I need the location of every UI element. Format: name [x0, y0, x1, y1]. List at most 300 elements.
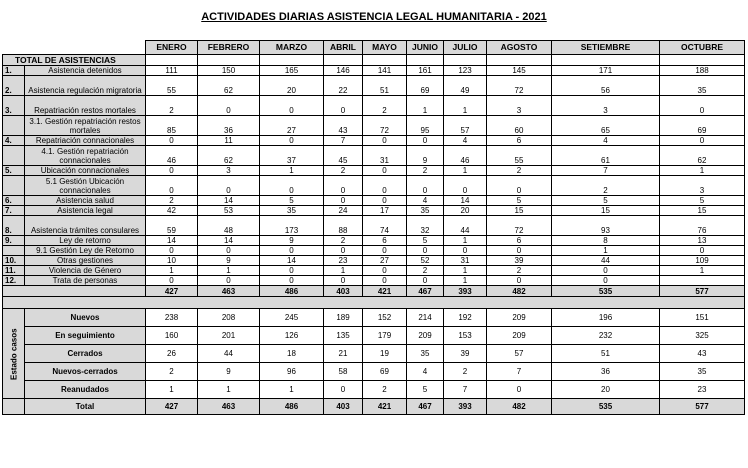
value-cell: 214 [407, 309, 444, 327]
value-cell: 0 [552, 276, 660, 286]
row-index [3, 246, 25, 256]
value-cell: 6 [487, 236, 552, 246]
value-cell: 55 [487, 146, 552, 166]
value-cell: 109 [660, 256, 745, 266]
value-cell: 1 [444, 96, 487, 116]
value-cell: 62 [198, 76, 260, 96]
empty-cell [324, 55, 363, 66]
total-cell: 393 [444, 286, 487, 297]
value-cell: 4 [407, 363, 444, 381]
value-cell: 0 [444, 176, 487, 196]
value-cell: 0 [363, 196, 407, 206]
empty-cell [198, 55, 260, 66]
value-cell: 62 [198, 146, 260, 166]
value-cell: 22 [324, 76, 363, 96]
value-cell: 0 [487, 276, 552, 286]
value-cell: 1 [260, 381, 324, 399]
value-cell: 3 [552, 96, 660, 116]
value-cell: 0 [487, 381, 552, 399]
estado-label: Cerrados [25, 345, 146, 363]
value-cell: 26 [146, 345, 198, 363]
value-cell: 6 [363, 236, 407, 246]
value-cell: 20 [260, 76, 324, 96]
value-cell: 55 [146, 76, 198, 96]
value-cell: 20 [444, 206, 487, 216]
value-cell: 0 [260, 266, 324, 276]
row-index: 12. [3, 276, 25, 286]
value-cell: 19 [363, 345, 407, 363]
value-cell: 69 [407, 76, 444, 96]
value-cell: 69 [363, 363, 407, 381]
value-cell: 5 [660, 196, 745, 206]
value-cell: 173 [260, 216, 324, 236]
empty-cell [260, 55, 324, 66]
value-cell: 46 [444, 146, 487, 166]
value-cell: 14 [198, 236, 260, 246]
value-cell: 7 [487, 363, 552, 381]
value-cell: 192 [444, 309, 487, 327]
value-cell: 10 [146, 256, 198, 266]
value-cell: 85 [146, 116, 198, 136]
empty-cell [487, 55, 552, 66]
total-cell: 535 [552, 399, 660, 415]
row-label: 9.1 Gestión Ley de Retorno [25, 246, 146, 256]
value-cell: 8 [552, 236, 660, 246]
value-cell: 2 [146, 96, 198, 116]
section-title: TOTAL DE ASISTENCIAS [3, 55, 146, 66]
value-cell: 4 [407, 196, 444, 206]
empty-cell [407, 55, 444, 66]
value-cell: 2 [146, 196, 198, 206]
value-cell: 0 [198, 276, 260, 286]
value-cell: 59 [146, 216, 198, 236]
value-cell: 0 [198, 96, 260, 116]
estado-label: Nuevos-cerrados [25, 363, 146, 381]
table-row [3, 166, 745, 176]
row-label: Repatriación connacionales [25, 136, 146, 146]
row-label: 5.1 Gestión Ubicación connacionales [25, 176, 146, 196]
value-cell: 23 [660, 381, 745, 399]
value-cell: 35 [407, 345, 444, 363]
value-cell: 14 [146, 236, 198, 246]
value-cell: 0 [260, 96, 324, 116]
table-row [3, 76, 745, 96]
value-cell: 13 [660, 236, 745, 246]
total-cell: 577 [660, 399, 745, 415]
table-row [3, 256, 745, 266]
total-cell: 403 [324, 286, 363, 297]
value-cell: 21 [324, 345, 363, 363]
value-cell: 7 [444, 381, 487, 399]
row-index: 4. [3, 136, 25, 146]
value-cell: 5 [487, 196, 552, 206]
estado-row [3, 363, 745, 381]
value-cell: 23 [324, 256, 363, 266]
table-row [3, 246, 745, 256]
value-cell: 0 [407, 176, 444, 196]
value-cell: 1 [324, 266, 363, 276]
row-index [3, 116, 25, 136]
total-cell: 427 [146, 399, 198, 415]
value-cell: 58 [324, 363, 363, 381]
value-cell: 15 [487, 206, 552, 216]
row-index: 5. [3, 166, 25, 176]
row-label: Repatriación restos mortales [25, 96, 146, 116]
value-cell: 49 [444, 76, 487, 96]
row-label: Trata de personas [25, 276, 146, 286]
value-cell: 9 [198, 363, 260, 381]
value-cell: 11 [198, 136, 260, 146]
value-cell: 208 [198, 309, 260, 327]
value-cell: 42 [146, 206, 198, 216]
table-row [3, 136, 745, 146]
value-cell: 0 [198, 246, 260, 256]
value-cell: 160 [146, 327, 198, 345]
section-title-row [3, 55, 745, 66]
total-cell: 427 [146, 286, 198, 297]
value-cell: 3 [660, 176, 745, 196]
value-cell: 0 [363, 176, 407, 196]
value-cell: 151 [660, 309, 745, 327]
value-cell: 0 [324, 276, 363, 286]
total-cell: 393 [444, 399, 487, 415]
value-cell: 0 [363, 246, 407, 256]
row-label: Asistencia regulación migratoria [25, 76, 146, 96]
value-cell: 0 [324, 381, 363, 399]
value-cell: 43 [324, 116, 363, 136]
row-label: Ley de retorno [25, 236, 146, 246]
row-index [3, 146, 25, 166]
estado-row [3, 309, 745, 327]
value-cell: 18 [260, 345, 324, 363]
value-cell: 51 [363, 76, 407, 96]
total-cell: 482 [487, 286, 552, 297]
value-cell: 36 [552, 363, 660, 381]
month-header: MARZO [260, 41, 324, 55]
value-cell: 1 [260, 166, 324, 176]
value-cell: 209 [407, 327, 444, 345]
value-cell: 53 [198, 206, 260, 216]
value-cell: 60 [487, 116, 552, 136]
total-cell: 482 [487, 399, 552, 415]
value-cell: 238 [146, 309, 198, 327]
value-cell: 209 [487, 327, 552, 345]
value-cell: 35 [407, 206, 444, 216]
table-row [3, 176, 745, 196]
row-label: Violencia de Género [25, 266, 146, 276]
value-cell: 2 [487, 266, 552, 276]
value-cell: 0 [146, 276, 198, 286]
value-cell: 96 [260, 363, 324, 381]
value-cell: 44 [552, 256, 660, 266]
value-cell: 145 [487, 66, 552, 76]
value-cell: 0 [444, 246, 487, 256]
total-cell: 535 [552, 286, 660, 297]
row-index: 10. [3, 256, 25, 266]
value-cell: 3 [487, 96, 552, 116]
value-cell: 1 [444, 276, 487, 286]
value-cell: 161 [407, 66, 444, 76]
row-index: 7. [3, 206, 25, 216]
value-cell: 48 [198, 216, 260, 236]
table-row [3, 206, 745, 216]
value-cell: 141 [363, 66, 407, 76]
estado-label: En seguimiento [25, 327, 146, 345]
row-index: 3. [3, 96, 25, 116]
value-cell: 1 [407, 96, 444, 116]
value-cell: 57 [444, 116, 487, 136]
month-header: ENERO [146, 41, 198, 55]
value-cell: 9 [260, 236, 324, 246]
value-cell: 0 [324, 196, 363, 206]
row-index: 9. [3, 236, 25, 246]
month-header: ABRIL [324, 41, 363, 55]
value-cell: 1 [444, 166, 487, 176]
header-blank [3, 41, 146, 55]
table-row [3, 146, 745, 166]
empty-cell [660, 55, 745, 66]
value-cell: 14 [198, 196, 260, 206]
value-cell: 45 [324, 146, 363, 166]
value-cell: 56 [552, 76, 660, 96]
value-cell: 0 [660, 246, 745, 256]
total-blank [3, 399, 25, 415]
value-cell: 43 [660, 345, 745, 363]
table-row [3, 196, 745, 206]
row-label: Otras gestiones [25, 256, 146, 266]
value-cell: 39 [487, 256, 552, 266]
value-cell: 57 [487, 345, 552, 363]
value-cell: 69 [660, 116, 745, 136]
page-title: ACTIVIDADES DIARIAS ASISTENCIA LEGAL HUMANITARIA - 2021 [201, 11, 547, 23]
row-index: 1. [3, 66, 25, 76]
row-label: Asistencia trámites consulares [25, 216, 146, 236]
value-cell: 35 [260, 206, 324, 216]
value-cell: 15 [660, 206, 745, 216]
value-cell: 15 [552, 206, 660, 216]
value-cell: 171 [552, 66, 660, 76]
month-header: MAYO [363, 41, 407, 55]
value-cell: 36 [198, 116, 260, 136]
value-cell: 2 [552, 176, 660, 196]
value-cell: 7 [324, 136, 363, 146]
value-cell: 5 [407, 236, 444, 246]
value-cell: 232 [552, 327, 660, 345]
value-cell: 0 [198, 176, 260, 196]
totals-row [3, 286, 745, 297]
value-cell: 2 [363, 96, 407, 116]
value-cell: 0 [552, 266, 660, 276]
value-cell: 1 [660, 266, 745, 276]
value-cell: 2 [324, 236, 363, 246]
value-cell: 0 [487, 176, 552, 196]
value-cell: 152 [363, 309, 407, 327]
row-index: 8. [3, 216, 25, 236]
value-cell: 1 [146, 381, 198, 399]
table-row [3, 216, 745, 236]
row-label: Asistencia legal [25, 206, 146, 216]
value-cell: 0 [146, 246, 198, 256]
row-label: Ubicación connacionales [25, 166, 146, 176]
value-cell: 44 [444, 216, 487, 236]
grand-total-row [3, 399, 745, 415]
value-cell: 126 [260, 327, 324, 345]
value-cell: 0 [260, 136, 324, 146]
value-cell: 72 [487, 216, 552, 236]
value-cell: 325 [660, 327, 745, 345]
month-header: AGOSTO [487, 41, 552, 55]
value-cell: 37 [260, 146, 324, 166]
value-cell: 0 [324, 96, 363, 116]
value-cell: 1 [198, 266, 260, 276]
value-cell: 0 [407, 136, 444, 146]
month-header: SETIEMBRE [552, 41, 660, 55]
value-cell: 1 [660, 166, 745, 176]
row-label: 4.1. Gestión repatriación connacionales [25, 146, 146, 166]
total-cell: 463 [198, 399, 260, 415]
value-cell: 14 [260, 256, 324, 266]
value-cell: 7 [552, 166, 660, 176]
row-index [3, 176, 25, 196]
value-cell: 1 [444, 236, 487, 246]
estado-label: Reanudados [25, 381, 146, 399]
value-cell: 0 [146, 176, 198, 196]
value-cell: 72 [487, 76, 552, 96]
value-cell: 2 [146, 363, 198, 381]
value-cell: 0 [363, 266, 407, 276]
value-cell: 88 [324, 216, 363, 236]
value-cell: 20 [552, 381, 660, 399]
value-cell: 52 [407, 256, 444, 266]
value-cell: 0 [146, 166, 198, 176]
value-cell: 62 [660, 146, 745, 166]
value-cell: 2 [407, 266, 444, 276]
value-cell: 2 [487, 166, 552, 176]
value-cell: 31 [363, 146, 407, 166]
empty-cell [444, 55, 487, 66]
value-cell: 0 [260, 176, 324, 196]
value-cell: 0 [363, 166, 407, 176]
value-cell: 72 [363, 116, 407, 136]
value-cell: 17 [363, 206, 407, 216]
value-cell: 196 [552, 309, 660, 327]
value-cell: 0 [660, 136, 745, 146]
value-cell: 35 [660, 76, 745, 96]
total-cell: 463 [198, 286, 260, 297]
month-header: FEBRERO [198, 41, 260, 55]
value-cell: 111 [146, 66, 198, 76]
total-cell: 486 [260, 399, 324, 415]
value-cell: 189 [324, 309, 363, 327]
value-cell: 123 [444, 66, 487, 76]
value-cell: 2 [444, 363, 487, 381]
value-cell: 2 [324, 166, 363, 176]
value-cell: 44 [198, 345, 260, 363]
row-label: 3.1. Gestión repatriación restos mortales [25, 116, 146, 136]
estado-row [3, 345, 745, 363]
table-row [3, 66, 745, 76]
value-cell: 2 [407, 166, 444, 176]
header-row [3, 41, 745, 55]
activities-table [2, 40, 745, 415]
value-cell: 5 [260, 196, 324, 206]
value-cell: 135 [324, 327, 363, 345]
empty-cell [146, 55, 198, 66]
value-cell: 0 [487, 246, 552, 256]
total-cell: 486 [260, 286, 324, 297]
value-cell: 2 [363, 381, 407, 399]
row-label: Asistencia salud [25, 196, 146, 206]
table-row [3, 96, 745, 116]
value-cell: 46 [146, 146, 198, 166]
row-index: 11. [3, 266, 25, 276]
value-cell: 0 [324, 176, 363, 196]
value-cell: 4 [552, 136, 660, 146]
value-cell: 9 [407, 146, 444, 166]
value-cell: 1 [146, 266, 198, 276]
estado-row [3, 381, 745, 399]
total-cell: 403 [324, 399, 363, 415]
value-cell: 1 [198, 381, 260, 399]
value-cell: 9 [198, 256, 260, 266]
value-cell: 0 [363, 136, 407, 146]
value-cell: 35 [660, 363, 745, 381]
month-header: OCTUBRE [660, 41, 745, 55]
value-cell: 245 [260, 309, 324, 327]
value-cell: 165 [260, 66, 324, 76]
value-cell: 0 [260, 276, 324, 286]
value-cell: 1 [444, 266, 487, 276]
total-label: Total [25, 399, 146, 415]
value-cell: 39 [444, 345, 487, 363]
table-row [3, 276, 745, 286]
total-cell: 421 [363, 399, 407, 415]
total-cell: 467 [407, 286, 444, 297]
value-cell: 27 [363, 256, 407, 266]
value-cell: 0 [407, 246, 444, 256]
month-header: JULIO [444, 41, 487, 55]
separator [3, 297, 745, 309]
value-cell: 65 [552, 116, 660, 136]
value-cell: 14 [444, 196, 487, 206]
value-cell: 201 [198, 327, 260, 345]
value-cell: 4 [444, 136, 487, 146]
value-cell: 209 [487, 309, 552, 327]
row-index: 2. [3, 76, 25, 96]
value-cell: 31 [444, 256, 487, 266]
value-cell: 24 [324, 206, 363, 216]
value-cell: 1 [552, 246, 660, 256]
value-cell: 0 [324, 246, 363, 256]
estado-casos-label: Estado casos [3, 309, 25, 399]
table-body [3, 41, 745, 415]
table-row [3, 236, 745, 246]
month-header: JUNIO [407, 41, 444, 55]
value-cell: 51 [552, 345, 660, 363]
value-cell: 95 [407, 116, 444, 136]
value-cell: 188 [660, 66, 745, 76]
separator-row [3, 297, 745, 309]
value-cell: 146 [324, 66, 363, 76]
table-row [3, 116, 745, 136]
value-cell: 0 [407, 276, 444, 286]
value-cell: 153 [444, 327, 487, 345]
estado-label: Nuevos [25, 309, 146, 327]
value-cell: 179 [363, 327, 407, 345]
value-cell: 93 [552, 216, 660, 236]
row-label: Asistencia detenidos [25, 66, 146, 76]
value-cell: 32 [407, 216, 444, 236]
